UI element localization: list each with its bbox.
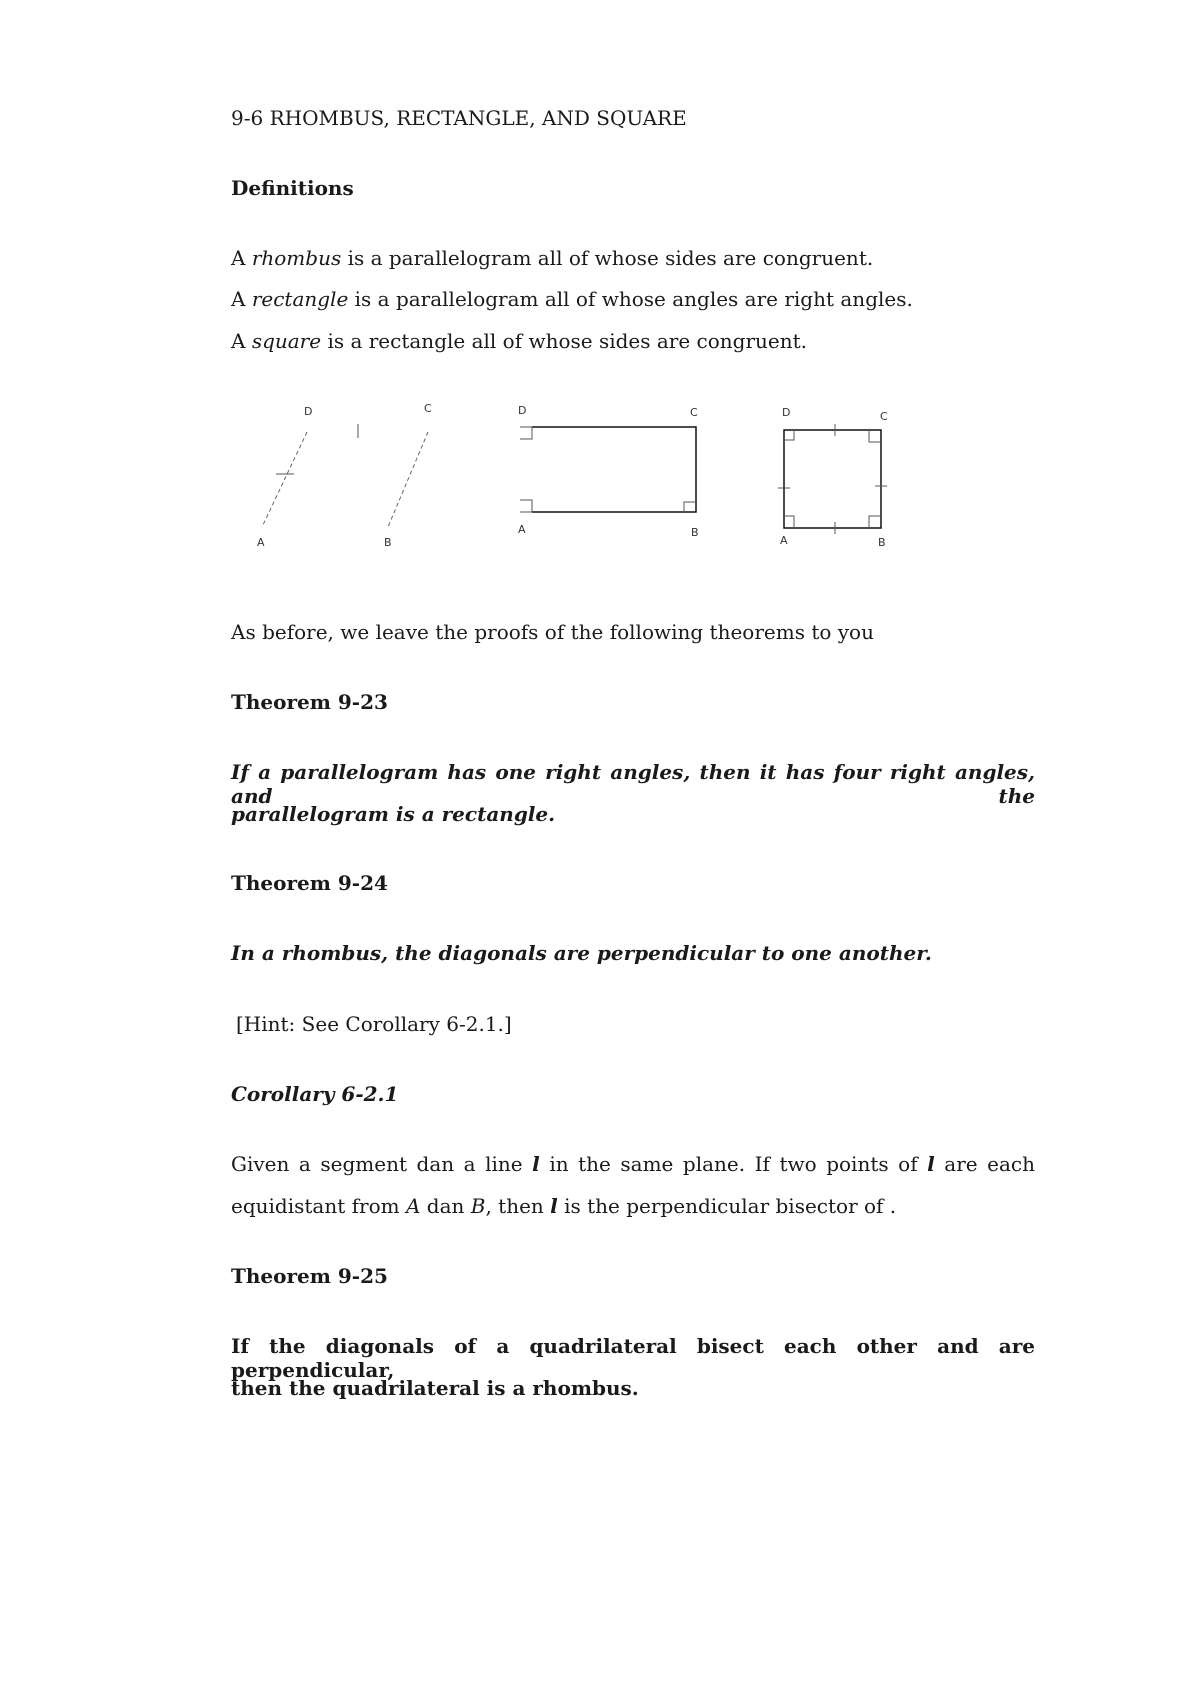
- theorem-24-text: In a rhombus, the diagonals are perpendicular to one another.: [231, 941, 932, 965]
- page-title: 9-6 RHOMBUS, RECTANGLE, AND SQUARE: [231, 106, 687, 130]
- square-label-b: B: [878, 536, 886, 549]
- corollary-line-2: [231, 1194, 896, 1218]
- corollary-text: .: [889, 1194, 897, 1218]
- theorem-25-line-2: then the quadrilateral is a rhombus.: [231, 1376, 639, 1400]
- corollary-line-1: [231, 1152, 1035, 1176]
- square-label-d: D: [782, 406, 791, 419]
- theorem-23-line-2: parallelogram is a rectangle.: [231, 802, 556, 826]
- definitions-heading: Definitions: [231, 176, 354, 200]
- right-angle-mark: [684, 502, 696, 512]
- rhombus-side-left: [262, 432, 307, 527]
- right-angle-mark: [869, 430, 881, 442]
- corollary-text: dan a line: [416, 1152, 523, 1176]
- rectangle-label-a: A: [518, 523, 526, 536]
- theorem-24-title: Theorem 9-24: [231, 871, 388, 895]
- rectangle-label-d: D: [518, 404, 527, 417]
- right-angle-mark: [784, 430, 794, 440]
- rhombus-figure: [257, 402, 432, 549]
- theorem-23-title: Theorem 9-23: [231, 690, 388, 714]
- definition-article: A: [231, 287, 252, 311]
- square-outline: [784, 430, 881, 528]
- rectangle-outline: [532, 427, 696, 512]
- definition-article: A: [231, 246, 252, 270]
- rectangle-figure: [518, 404, 699, 539]
- definition-text: is a parallelogram all of whose angles are right angles.: [348, 287, 913, 311]
- square-figure: [778, 406, 888, 549]
- definition-term: square: [251, 329, 322, 353]
- intro-text: As before, we leave the proofs of the following theorems to you: [231, 620, 874, 644]
- rhombus-label-a: A: [257, 536, 265, 549]
- line-symbol: l: [550, 1194, 558, 1218]
- definition-text: is a parallelogram all of whose sides are congruent.: [341, 246, 874, 270]
- right-angle-mark: [520, 500, 532, 512]
- variable-b: B: [470, 1194, 486, 1218]
- rectangle-label-b: B: [691, 526, 699, 539]
- square-label-a: A: [780, 534, 788, 547]
- corollary-text: are each: [944, 1152, 1035, 1176]
- corollary-text: equidistant from: [231, 1194, 400, 1218]
- corollary-text: in the same plane. If two points of: [549, 1152, 918, 1176]
- definition-article: A: [231, 329, 252, 353]
- right-angle-mark: [869, 516, 881, 528]
- theorem-23-line-1: If a parallelogram has one right angles, then it has four right angles, and the: [231, 760, 1035, 808]
- definition-term: rectangle: [251, 287, 349, 311]
- corollary-title: Corollary 6-2.1: [231, 1082, 399, 1106]
- corollary-text: Given a segment: [231, 1152, 407, 1176]
- right-angle-mark: [520, 427, 532, 439]
- right-angle-mark: [784, 516, 794, 528]
- square-label-c: C: [880, 410, 888, 423]
- figures-illustration: [0, 0, 1200, 560]
- hint-text: [Hint: See Corollary 6-2.1.]: [236, 1012, 512, 1036]
- corollary-text: , then: [485, 1194, 544, 1218]
- corollary-text: is the perpendicular bisector of: [564, 1194, 884, 1218]
- rhombus-label-c: C: [424, 402, 432, 415]
- line-symbol: l: [532, 1152, 540, 1176]
- line-symbol: l: [927, 1152, 935, 1176]
- rhombus-label-b: B: [384, 536, 392, 549]
- rhombus-side-right: [388, 432, 428, 527]
- definition-text: is a rectangle all of whose sides are congruent.: [321, 329, 808, 353]
- rectangle-label-c: C: [690, 406, 698, 419]
- definition-term: rhombus: [251, 246, 342, 270]
- corollary-text: dan: [420, 1194, 471, 1218]
- variable-a: A: [405, 1194, 421, 1218]
- theorem-25-line-1: If the diagonals of a quadrilateral bisect each other and are perpendicular,: [231, 1334, 1035, 1382]
- rhombus-label-d: D: [304, 405, 313, 418]
- theorem-25-title: Theorem 9-25: [231, 1264, 388, 1288]
